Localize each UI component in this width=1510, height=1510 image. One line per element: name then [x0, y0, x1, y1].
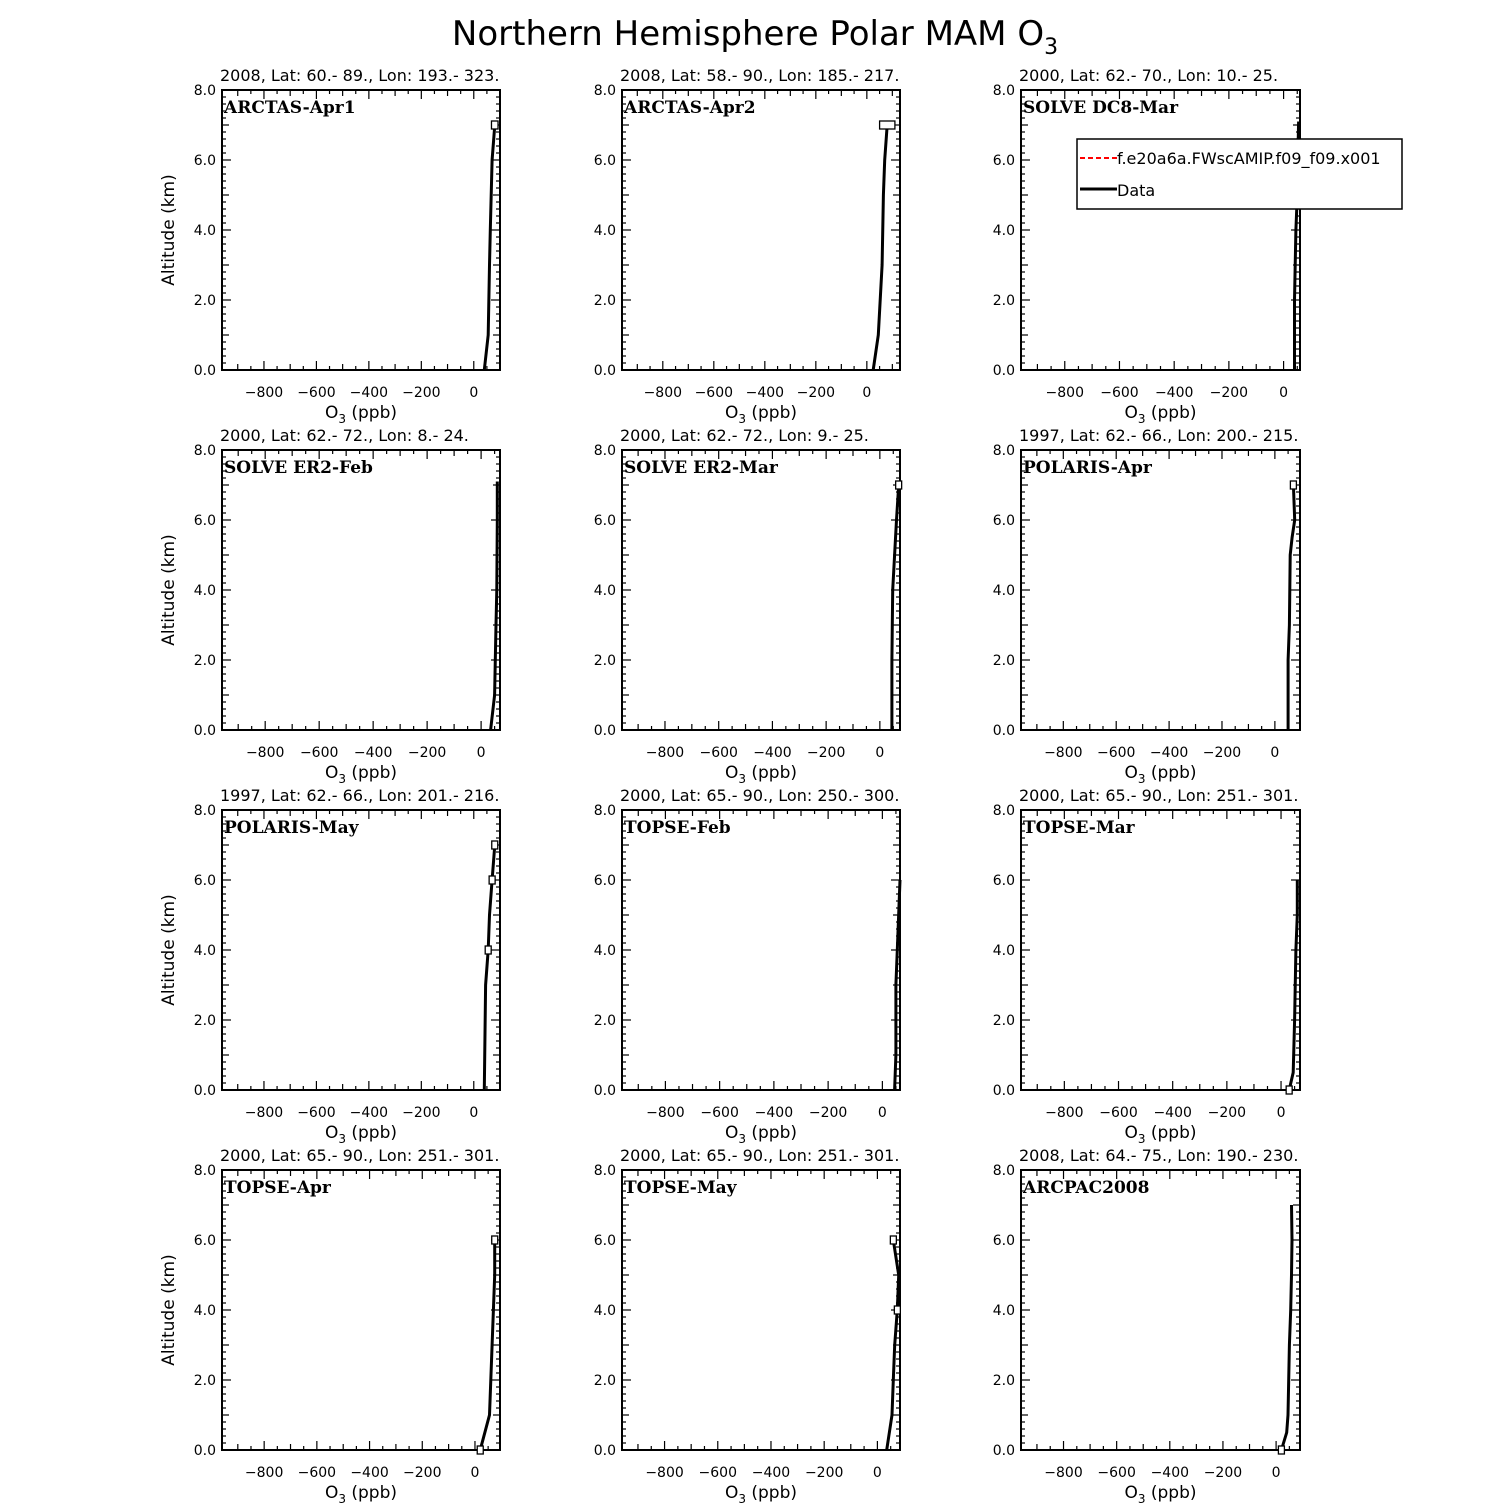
- y-tick-label: 2.0: [593, 653, 616, 669]
- x-tick-label: −400: [754, 1105, 794, 1121]
- panel-polaris-apr: [993, 426, 1300, 786]
- plot-frame: [222, 1170, 500, 1450]
- x-tick-label: −800: [645, 745, 685, 761]
- x-tick-label: 0: [877, 1105, 887, 1121]
- panel-name: ARCPAC2008: [1023, 1178, 1150, 1198]
- x-tick-label: −200: [403, 1465, 442, 1481]
- y-tick-label: 8.0: [992, 443, 1015, 459]
- x-tick-label: 0: [872, 1465, 882, 1481]
- y-tick-label: 4.0: [593, 583, 616, 599]
- plot-frame: [1021, 1170, 1300, 1450]
- x-tick-label: −800: [1045, 385, 1084, 401]
- x-tick-label: −800: [244, 1105, 284, 1121]
- panel-name: POLARIS-May: [224, 818, 359, 838]
- y-tick-label: 6.0: [992, 873, 1015, 889]
- x-tick-label: −400: [753, 745, 792, 761]
- y-tick-label: 4.0: [193, 1303, 216, 1319]
- figure-title: Northern Hemisphere Polar MAM $O_3$: [451, 14, 1059, 60]
- y-tick-label: 6.0: [992, 1233, 1015, 1249]
- data-marker: [477, 1446, 483, 1454]
- y-tick-label: 6.0: [593, 873, 616, 889]
- y-axis-label: Altitude (km): [159, 894, 179, 1006]
- x-tick-label: −600: [1099, 1105, 1138, 1121]
- plot-frame: [1021, 810, 1300, 1090]
- y-tick-label: 8.0: [593, 1163, 616, 1179]
- y-tick-label: 8.0: [593, 803, 616, 819]
- y-tick-label: 6.0: [193, 153, 216, 169]
- y-tick-label: 8.0: [593, 443, 616, 459]
- panel-header: 2000, Lat: 65.- 90., Lon: 250.- 300.: [620, 786, 900, 805]
- panel-header: 2000, Lat: 62.- 72., Lon: 8.- 24.: [220, 426, 469, 445]
- x-tick-label: −800: [244, 1465, 284, 1481]
- x-tick-label: −400: [751, 1465, 791, 1481]
- y-axis-label: Altitude (km): [159, 534, 179, 646]
- x-axis-label: $O_3$ (ppb): [324, 763, 398, 786]
- y-tick-label: 8.0: [193, 443, 216, 459]
- y-tick-label: 2.0: [593, 1013, 616, 1029]
- x-tick-label: −200: [796, 385, 836, 401]
- data-line: [484, 125, 495, 370]
- x-tick-label: −600: [1100, 385, 1139, 401]
- x-tick-label: 0: [1271, 1465, 1281, 1481]
- y-tick-label: 2.0: [593, 1373, 616, 1389]
- y-tick-label: 8.0: [193, 803, 216, 819]
- y-tick-label: 0.0: [193, 1083, 216, 1099]
- x-tick-label: 0: [875, 745, 885, 761]
- panel-name: SOLVE DC8-Mar: [1023, 98, 1179, 118]
- x-tick-label: −800: [646, 1105, 685, 1121]
- x-tick-label: −400: [1149, 745, 1189, 761]
- data-marker: [880, 121, 895, 129]
- y-tick-label: 0.0: [193, 723, 216, 739]
- y-tick-label: 6.0: [193, 873, 216, 889]
- x-tick-label: 0: [1270, 745, 1280, 761]
- y-tick-label: 0.0: [992, 723, 1015, 739]
- y-tick-label: 6.0: [193, 513, 216, 529]
- panel-polaris-may: [159, 786, 500, 1146]
- panel-header: 2008, Lat: 58.- 90., Lon: 185.- 217.: [620, 66, 900, 85]
- y-tick-label: 6.0: [593, 513, 616, 529]
- x-tick-label: −400: [745, 385, 785, 401]
- data-marker: [1290, 481, 1296, 489]
- plot-frame: [622, 450, 900, 730]
- data-line: [480, 1240, 495, 1450]
- y-tick-label: 6.0: [593, 153, 616, 169]
- y-tick-label: 0.0: [593, 363, 616, 379]
- y-axis-label: Altitude (km): [159, 1254, 179, 1366]
- plot-frame: [1021, 90, 1300, 370]
- plot-frame: [222, 450, 500, 730]
- legend-model-label: f.e20a6a.FWscAMIP.f09_f09.x001: [1117, 149, 1381, 168]
- legend-data-label: Data: [1117, 181, 1156, 200]
- data-marker: [485, 946, 491, 954]
- panel-solve-er2-feb: [159, 426, 500, 786]
- y-tick-label: 6.0: [992, 153, 1015, 169]
- plot-frame: [222, 90, 500, 370]
- data-line: [1281, 1205, 1292, 1450]
- data-marker: [1286, 1086, 1292, 1094]
- y-tick-label: 4.0: [193, 943, 216, 959]
- y-tick-label: 2.0: [193, 293, 216, 309]
- y-tick-label: 2.0: [992, 653, 1015, 669]
- y-tick-label: 0.0: [992, 1443, 1015, 1459]
- y-tick-label: 8.0: [992, 803, 1015, 819]
- y-tick-label: 6.0: [992, 513, 1015, 529]
- x-axis-label: $O_3$ (ppb): [724, 403, 798, 426]
- y-tick-label: 2.0: [193, 1373, 216, 1389]
- y-tick-label: 2.0: [193, 1013, 216, 1029]
- data-marker: [492, 1236, 498, 1244]
- panel-name: SOLVE ER2-Mar: [624, 458, 778, 478]
- panel-header: 1997, Lat: 62.- 66., Lon: 201.- 216.: [220, 786, 500, 805]
- x-tick-label: −600: [700, 1105, 739, 1121]
- y-tick-label: 4.0: [992, 943, 1015, 959]
- panel-name: TOPSE-Feb: [624, 818, 731, 838]
- data-marker: [492, 841, 498, 849]
- y-tick-label: 8.0: [593, 83, 616, 99]
- data-marker: [896, 481, 902, 489]
- x-tick-label: −800: [645, 1465, 684, 1481]
- y-tick-label: 4.0: [593, 223, 616, 239]
- plot-frame: [622, 1170, 900, 1450]
- y-tick-label: 8.0: [193, 1163, 216, 1179]
- x-tick-label: −800: [1045, 1105, 1084, 1121]
- x-tick-label: −400: [349, 1105, 389, 1121]
- x-tick-label: −600: [297, 1465, 337, 1481]
- panel-header: 1997, Lat: 62.- 66., Lon: 200.- 215.: [1019, 426, 1299, 445]
- panels: [159, 66, 1300, 1506]
- data-marker: [894, 1306, 900, 1314]
- panel-name: ARCTAS-Apr1: [224, 98, 356, 118]
- y-tick-label: 0.0: [193, 363, 216, 379]
- x-tick-label: −800: [1044, 1465, 1083, 1481]
- x-tick-label: −400: [1154, 385, 1194, 401]
- panel-name: POLARIS-Apr: [1023, 458, 1152, 478]
- x-axis-label: $O_3$ (ppb): [1124, 1483, 1197, 1506]
- x-axis-label: $O_3$ (ppb): [324, 1123, 398, 1146]
- x-axis-label: $O_3$ (ppb): [1124, 403, 1197, 426]
- x-tick-label: −200: [804, 1465, 844, 1481]
- y-tick-label: 4.0: [992, 1303, 1015, 1319]
- y-tick-label: 2.0: [992, 1013, 1015, 1029]
- x-axis-label: $O_3$ (ppb): [324, 403, 398, 426]
- x-tick-label: −600: [297, 385, 336, 401]
- y-tick-label: 4.0: [593, 1303, 616, 1319]
- y-tick-label: 8.0: [193, 83, 216, 99]
- x-tick-label: −800: [1044, 745, 1083, 761]
- data-line: [892, 485, 899, 730]
- x-axis-label: $O_3$ (ppb): [724, 1123, 798, 1146]
- panel-arcpac2008: [993, 1146, 1300, 1506]
- y-tick-label: 4.0: [992, 223, 1015, 239]
- panel-topse-may: [594, 1146, 901, 1506]
- data-marker: [1278, 1446, 1284, 1454]
- y-tick-label: 8.0: [992, 83, 1015, 99]
- y-tick-label: 6.0: [593, 1233, 616, 1249]
- plot-frame: [1021, 450, 1300, 730]
- x-tick-label: 0: [469, 385, 479, 401]
- panel-header: 2008, Lat: 64.- 75., Lon: 190.- 230.: [1019, 1146, 1299, 1165]
- x-tick-label: −400: [349, 385, 389, 401]
- y-tick-label: 0.0: [593, 1443, 616, 1459]
- x-tick-label: −600: [694, 385, 734, 401]
- panel-name: TOPSE-Mar: [1023, 818, 1135, 838]
- x-tick-label: −200: [407, 745, 447, 761]
- y-tick-label: 8.0: [992, 1163, 1015, 1179]
- x-tick-label: −200: [806, 745, 846, 761]
- panel-arctas-apr1: [159, 66, 500, 426]
- plot-frame: [622, 810, 900, 1090]
- y-tick-label: 4.0: [193, 583, 216, 599]
- x-tick-label: −600: [698, 1465, 737, 1481]
- plot-frame: [622, 90, 900, 370]
- x-axis-label: $O_3$ (ppb): [724, 1483, 798, 1506]
- panel-name: SOLVE ER2-Feb: [224, 458, 373, 478]
- y-tick-label: 2.0: [992, 293, 1015, 309]
- x-tick-label: −400: [350, 1465, 389, 1481]
- data-line: [1288, 485, 1295, 730]
- y-tick-label: 4.0: [992, 583, 1015, 599]
- x-tick-label: 0: [1276, 1105, 1286, 1121]
- panel-topse-apr: [159, 1146, 500, 1506]
- y-tick-label: 2.0: [992, 1373, 1015, 1389]
- x-tick-label: 0: [862, 385, 872, 401]
- y-tick-label: 2.0: [593, 293, 616, 309]
- data-line: [873, 125, 887, 370]
- x-tick-label: −200: [1209, 385, 1249, 401]
- y-tick-label: 2.0: [193, 653, 216, 669]
- x-tick-label: 0: [470, 1465, 480, 1481]
- y-tick-label: 0.0: [992, 1083, 1015, 1099]
- data-marker: [489, 876, 495, 884]
- x-tick-label: −600: [1097, 1465, 1136, 1481]
- y-tick-label: 0.0: [593, 1083, 616, 1099]
- x-tick-label: −600: [297, 1105, 336, 1121]
- panel-name: TOPSE-Apr: [224, 1178, 331, 1198]
- x-tick-label: −200: [808, 1105, 848, 1121]
- data-line: [491, 482, 498, 731]
- panel-header: 2000, Lat: 65.- 90., Lon: 251.- 301.: [1019, 786, 1299, 805]
- panel-header: 2000, Lat: 62.- 72., Lon: 9.- 25.: [620, 426, 869, 445]
- x-tick-label: 0: [476, 745, 486, 761]
- panel-solve-dc8-mar: [993, 66, 1300, 426]
- y-tick-label: 0.0: [593, 723, 616, 739]
- x-tick-label: 0: [1279, 385, 1289, 401]
- panel-arctas-apr2: [594, 66, 900, 426]
- panel-name: ARCTAS-Apr2: [624, 98, 756, 118]
- y-tick-label: 4.0: [193, 223, 216, 239]
- x-axis-label: $O_3$ (ppb): [724, 763, 798, 786]
- panel-name: TOPSE-May: [624, 1178, 737, 1198]
- x-tick-label: −200: [1203, 1465, 1243, 1481]
- y-axis-label: Altitude (km): [159, 174, 179, 286]
- x-tick-label: −200: [402, 385, 441, 401]
- x-axis-label: $O_3$ (ppb): [1124, 763, 1197, 786]
- panel-topse-mar: [993, 786, 1300, 1146]
- x-tick-label: −200: [402, 1105, 441, 1121]
- x-tick-label: −600: [1096, 745, 1136, 761]
- data-marker: [491, 121, 498, 129]
- panel-header: 2000, Lat: 65.- 90., Lon: 251.- 301.: [620, 1146, 900, 1165]
- x-tick-label: −800: [244, 385, 284, 401]
- x-tick-label: −400: [353, 745, 393, 761]
- panel-header: 2000, Lat: 65.- 90., Lon: 251.- 301.: [220, 1146, 500, 1165]
- plot-frame: [222, 810, 500, 1090]
- y-tick-label: 4.0: [593, 943, 616, 959]
- y-tick-label: 0.0: [992, 363, 1015, 379]
- x-tick-label: 0: [469, 1105, 479, 1121]
- x-tick-label: −200: [1207, 1105, 1247, 1121]
- panel-header: 2000, Lat: 62.- 70., Lon: 10.- 25.: [1019, 66, 1279, 85]
- x-tick-label: −400: [1150, 1465, 1190, 1481]
- panel-header: 2008, Lat: 60.- 89., Lon: 193.- 323.: [220, 66, 500, 85]
- x-tick-label: −800: [643, 385, 683, 401]
- data-marker: [890, 1236, 896, 1244]
- x-tick-label: −600: [299, 745, 339, 761]
- x-tick-label: −200: [1202, 745, 1242, 761]
- x-tick-label: −600: [699, 745, 738, 761]
- panel-topse-feb: [594, 786, 900, 1146]
- y-tick-label: 0.0: [193, 1443, 216, 1459]
- x-tick-label: −800: [245, 745, 285, 761]
- x-axis-label: $O_3$ (ppb): [1124, 1123, 1197, 1146]
- x-axis-label: $O_3$ (ppb): [324, 1483, 398, 1506]
- y-tick-label: 6.0: [193, 1233, 216, 1249]
- legend: [1077, 139, 1402, 209]
- x-tick-label: −400: [1153, 1105, 1192, 1121]
- panel-solve-er2-mar: [594, 426, 902, 786]
